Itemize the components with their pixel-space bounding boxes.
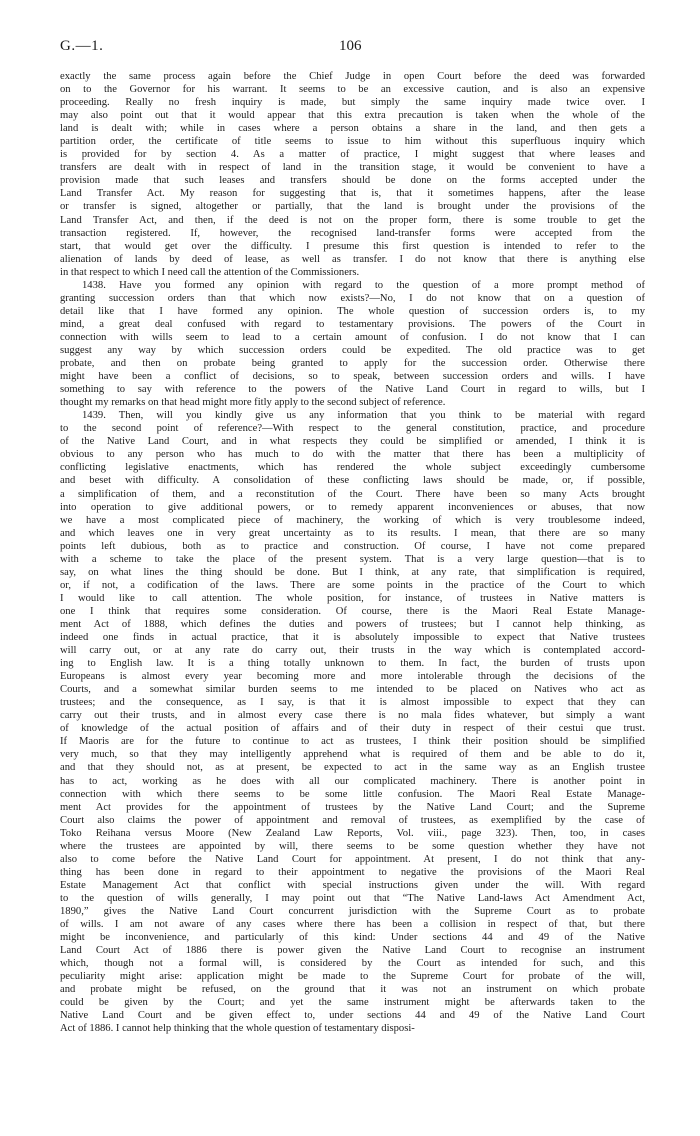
text-line: is provided for by section 4. As a matter of practice, I might suggest that where leases and	[60, 149, 645, 161]
text-line: Europeans is almost every year becoming more and more intolerable through the decisions of the	[60, 671, 645, 683]
text-line: of the Native Land Court, and in what respects they could be simplified or amended, I think it is	[60, 436, 645, 448]
text-line: thought my remarks on that head might more fitly apply to the second subject of reference.	[60, 397, 446, 409]
text-line: Land Transfer Act, and then, if the deed is not on the proper form, there is some trouble to get the	[60, 214, 645, 226]
text-line: trustees; and the consequence, as I say, is that it is almost impossible to expect that they can	[60, 697, 645, 709]
text-line: points left dubious, both as to practice and construction. Of course, I have not come prepared	[60, 540, 645, 552]
paragraph	[60, 70, 645, 279]
text-line: could be given by the Court; and yet the same instrument might be afterwards taken to the	[60, 997, 645, 1009]
numbered-paragraph	[60, 279, 645, 409]
text-line: of wills. I am not aware of any cases where there has been a collision in respect of that, but there	[60, 919, 645, 931]
text-line: something to say with reference to the powers of the Native Land Court in regard to wills, but I	[60, 384, 645, 396]
text-line: and beset with difficulty. A consolidation of these conflicting laws should be made, or, if possible,	[60, 475, 645, 487]
text-line: proceeding. Really no fresh inquiry is made, but simply the same inquiry made twice over. I	[60, 97, 645, 109]
text-line: in that respect to which I need call the attention of the Commissioners.	[60, 266, 360, 278]
text-line: peculiarity might arise: application might be made to the Supreme Court for probate of the will,	[60, 971, 645, 983]
text-line: we have a most complicated piece of machinery, the working of which is very troublesome indeed,	[60, 514, 645, 526]
text-line: on to the Governor for his warrant. It seems to be an excessive caution, and is also an expensive	[60, 84, 645, 96]
text-line: of knowledge of the actual position of affairs and of their duty in respect of their cestui que trust.	[60, 723, 645, 735]
text-line: partition order, the certificate of title seems to issue to him without this superfluous inquiry which	[60, 136, 645, 148]
text-line	[60, 409, 645, 422]
question-number: 1439.	[82, 410, 106, 422]
body-text	[60, 70, 645, 1035]
text-line: alienation of lands by deed of lease, as well as transfer. I do not know that there is anything else	[60, 253, 645, 265]
text-line: Toko Reihana versus Moore (New Zealand Law Reports, Vol. viii., page 323). Then, too, in cases	[60, 827, 645, 839]
text-line: mind, a great deal confused with regard to testamentary provisions. The powers of the Court in	[60, 318, 645, 330]
text-line: Land Transfer Act. My reason for suggesting that is, that it sometimes happens, after the lease	[60, 188, 645, 200]
text-line: might be inconvenience, and particularly of this kind: Under sections 44 and 49 of the Native	[60, 932, 645, 944]
text-line: which, though not a formal will, is considered by the Court as intended for such, and this	[60, 958, 645, 970]
text-line: transfers are dealt with in respect of land in the transition stage, it would be convenient to have a	[60, 162, 645, 174]
text-line: Court also claims the power of appointment and removal of trustees, as exemplified by the case of	[60, 814, 645, 826]
numbered-paragraph	[60, 409, 645, 1035]
text-line: also to come before the Native Land Court for appointment. At present, I do not think that any-	[60, 853, 645, 865]
text-line: very much, so that they may intelligently apprehend what is required of them and be able to do it,	[60, 749, 645, 761]
text-line: ing to English law. It is a thing totally unknown to them. In fact, the burden of trusts upon	[60, 658, 645, 670]
text-line: or transfer is signed, altogether or partially, that the land is brought under the provisions of the	[60, 201, 645, 213]
text-line: ment Act of 1888, which defines the duties and powers of trustees; but I cannot help thinking, as	[60, 618, 645, 630]
text-line: with a scheme to take the place of the present system. That is a very large question—that is to	[60, 553, 645, 565]
text-line: indeed one finds in actual practice, that it is absolutely impossible to expect that Native trustees	[60, 632, 645, 644]
text-line: Courts, and a somewhat similar burden seems to me intended to be placed on Natives who act as	[60, 684, 645, 696]
line-text: Then, will you kindly give us any information that you think to be material with regard	[118, 410, 645, 422]
text-line: say, on what lines the thing should be done. But I think, at any rate, that simplification is required,	[60, 566, 645, 578]
text-line: one I think that requires some consideration. Of course, there is the Maori Real Estate Manage-	[60, 605, 645, 617]
text-line: thing has been done in regard to their appointment to negative the provisions of the Maori Real	[60, 866, 645, 878]
text-line: has to act, working as he does with all our complicated machinery. There is another point in	[60, 775, 645, 787]
text-line: I would like to call attention. The whole position, for instance, of trustees in Native matters is	[60, 592, 645, 604]
text-line: and probate might be refused, on the ground that it was not an instrument on which probate	[60, 984, 645, 996]
text-line: connection with which there seems to be some little confusion. The Maori Real Estate Manage-	[60, 788, 645, 800]
text-line: will carry out, or at any rate do carry out, their trusts in the way which is contemplated accord-	[60, 645, 645, 657]
text-line: Act of 1886. I cannot help thinking that the whole question of testamentary disposi-	[60, 1023, 415, 1035]
text-line: conflicting legislative enactments, which has rendered the whole subject exceedingly cumbersome	[60, 462, 645, 474]
text-line	[60, 279, 645, 292]
text-line: or, if not, a codification of the laws. There are some points in the practice of the Court to which	[60, 579, 645, 591]
text-line: to the second point of reference?—With respect to the general constitution, practice, and procedure	[60, 423, 645, 435]
text-line: start, that would get over the difficulty. I presume this first question is intended to refer to the	[60, 240, 645, 252]
text-line: a simplification of them, and a reconstitution of the Court. There have been so many Acts brought	[60, 488, 645, 500]
text-line: provision made that such leases and transfers should be done on the forms accepted under the	[60, 175, 645, 187]
document-reference: G.—1.	[60, 38, 104, 54]
text-line: transaction registered. If, however, the recognised land-transfer forms were accepted from the	[60, 227, 645, 239]
text-line: to the question of wills generally, I may point out that “The Native Land-laws Act Amendment Act,	[60, 892, 645, 904]
text-line: exactly the same process again before the Chief Judge in open Court before the deed was forwarded	[60, 71, 645, 82]
text-line: obvious to any person who has much to do with the matter that there has been a multiplicity of	[60, 449, 645, 461]
text-line: suggest any way by which succession orders could be expedited. The old practice was to get	[60, 344, 645, 356]
line-text: Have you formed any opinion with regard to the question of a more prompt method of	[119, 279, 645, 291]
text-line: Native Land Court and be given effect to, under sections 44 and 49 of the Native Land Court	[60, 1010, 645, 1022]
page-number: 106	[339, 38, 362, 54]
text-line: If Maoris are for the future to continue to act as trustees, I think their position should be simplified	[60, 736, 645, 748]
text-line: probate, and then on probate being granted to apply for the succession order. Otherwise there	[60, 358, 645, 370]
page-header	[60, 38, 645, 60]
text-line: ment Act provides for the appointment of trustees by the Native Land Court; and the Supreme	[60, 801, 645, 813]
text-line: may also point out that it would appear that this extra precaution is taken when the whole of the	[60, 110, 645, 122]
text-line: land is dealt with; while in cases where a person obtains a share in the land, and then gets a	[60, 123, 645, 135]
text-line: and which leaves one in very great uncertainty as to its results. I mean, that there are so many	[60, 527, 645, 539]
text-line: into operation to give additional powers, or to remedy apparent inconveniences or abuses, that now	[60, 501, 645, 513]
text-line: connection with wills seem to lead to a certain amount of confusion. I do not know that I can	[60, 331, 645, 343]
text-line: Land Court Act of 1886 there is power given the Native Land Court to recognise an instrument	[60, 945, 645, 957]
text-line: carry out their trusts, and in almost every case there is no mala fides whatever, but simply a want	[60, 710, 645, 722]
text-line: Estate Management Act that conflict with special instructions given under the will. With regard	[60, 879, 645, 891]
text-line: granting succession orders than that which now exists?—No, I do not know that on a question of	[60, 292, 645, 304]
text-line: 1890,” gives the Native Land Court concurrent jurisdiction with the Supreme Court as to probate	[60, 906, 645, 917]
question-number: 1438.	[82, 279, 106, 291]
text-line: where the trustees are appointed by will, there seems to be some question whether they have not	[60, 840, 645, 852]
document-page	[60, 38, 645, 1035]
text-line: and that they should not, as at present, be expected to act in the same way as an English trustee	[60, 762, 645, 774]
text-line: detail like that I have formed any opinion. The whole question of succession orders is, to my	[60, 305, 645, 317]
text-line: might have been a conflict of decisions, so to speak, between succession orders and wills. I have	[60, 371, 645, 383]
